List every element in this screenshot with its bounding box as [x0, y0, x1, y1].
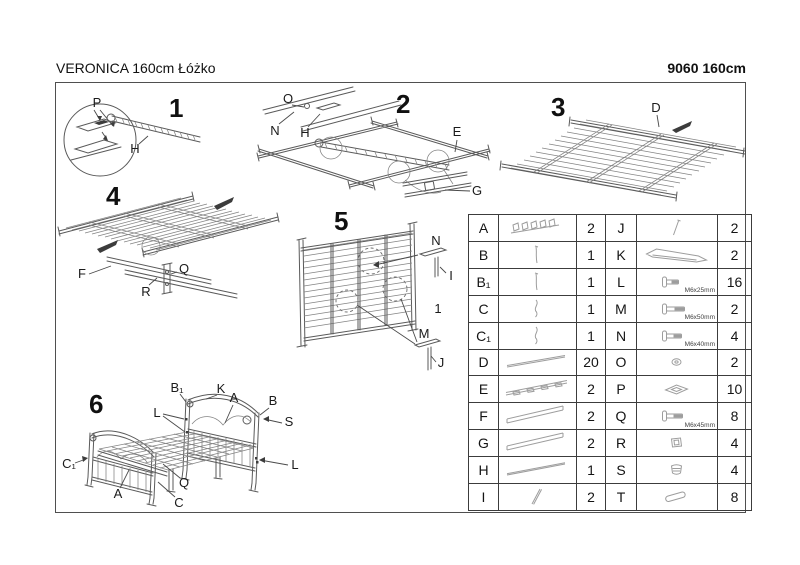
part-icon-cell: [499, 430, 577, 457]
bolt-size-note: M6x45mm: [684, 421, 715, 429]
table-row: [469, 457, 752, 484]
label-d-step3: D: [651, 100, 661, 115]
step-3-diagram: [500, 92, 745, 201]
part-icon-cell: [637, 457, 718, 484]
part-qty: 2: [577, 484, 606, 511]
table-row: [469, 430, 752, 457]
part-qty: 2: [718, 215, 752, 242]
table-row: [469, 241, 752, 268]
long-slat-icon: [499, 404, 576, 428]
label-p-step1: P: [92, 95, 102, 110]
label-r-step4: R: [141, 284, 151, 299]
slat-icon: [499, 350, 576, 374]
part-letter: D: [469, 349, 499, 376]
part-icon-cell: [637, 322, 718, 349]
label-k-step6: K: [216, 381, 226, 396]
s-curve-stick-icon: [499, 297, 576, 321]
part-icon-cell: [637, 268, 718, 295]
label-e-step2: E: [452, 124, 462, 139]
part-letter: H: [469, 457, 499, 484]
part-qty: 4: [718, 457, 752, 484]
part-icon-cell: [499, 268, 577, 295]
part-qty: 4: [718, 430, 752, 457]
plate-washer-icon: [637, 377, 717, 401]
part-icon-cell: [499, 241, 577, 268]
part-qty: 16: [718, 268, 752, 295]
part-letter: M: [606, 295, 637, 322]
parts-list: [468, 214, 752, 511]
part-qty: 2: [577, 430, 606, 457]
cap-icon: [637, 458, 717, 482]
part-qty: 2: [577, 376, 606, 403]
label-q-step4: Q: [178, 261, 190, 276]
part-qty: 1: [577, 241, 606, 268]
part-letter: C₁: [469, 322, 499, 349]
part-icon-cell: [637, 349, 718, 376]
part-qty: 2: [718, 241, 752, 268]
part-icon-cell: [499, 484, 577, 511]
part-letter: C: [469, 295, 499, 322]
part-letter: F: [469, 403, 499, 430]
label-c-step6: C: [174, 495, 184, 510]
part-qty: 1: [577, 268, 606, 295]
label-l1-step6: L: [153, 405, 161, 420]
part-icon-cell: [499, 403, 577, 430]
label-n-step5: N: [431, 233, 441, 248]
part-icon-cell: [499, 457, 577, 484]
label-g-step2: G: [471, 183, 483, 198]
thin-rail-icon: [499, 458, 576, 482]
part-letter: P: [606, 376, 637, 403]
label-f-step4: F: [78, 266, 86, 281]
diagram-frame: [55, 82, 746, 513]
washer-icon: [637, 350, 717, 374]
part-letter: J: [606, 215, 637, 242]
label-m-step5: M: [418, 326, 430, 341]
label-o-step2: O: [282, 91, 294, 106]
part-letter: T: [606, 484, 637, 511]
step-4-diagram: [58, 181, 279, 299]
part-qty: 20: [577, 349, 606, 376]
table-row: [469, 215, 752, 242]
part-letter: Q: [606, 403, 637, 430]
step-5-diagram: [297, 206, 453, 370]
label-h-step1: H: [130, 141, 140, 156]
table-row: [469, 484, 752, 511]
long-slat-icon: [499, 431, 576, 455]
part-letter: O: [606, 349, 637, 376]
part-icon-cell: [499, 349, 577, 376]
label-s-step6: S: [284, 414, 294, 429]
page-title: VERONICA 160cm Łóżko: [56, 60, 216, 76]
part-icon-cell: [499, 322, 577, 349]
table-row: [469, 268, 752, 295]
push-arrow-icon: [214, 197, 234, 210]
part-letter: A: [469, 215, 499, 242]
part-icon-cell: [499, 215, 577, 242]
bolt-size-note: M6x25mm: [684, 287, 715, 295]
label-b-step6: B: [268, 393, 278, 408]
part-icon-cell: [637, 403, 718, 430]
part-letter: I: [469, 484, 499, 511]
part-letter: B₁: [469, 268, 499, 295]
label-c1-step6: C₁: [62, 456, 76, 471]
part-icon-cell: [637, 215, 718, 242]
parts-table: [468, 214, 745, 511]
table-row: [469, 322, 752, 349]
short-pin-icon: [637, 216, 717, 240]
part-qty: 8: [718, 403, 752, 430]
product-code: 9060 160cm: [667, 60, 746, 76]
part-qty: 2: [577, 215, 606, 242]
bolt-size-note: M6x50mm: [684, 314, 715, 322]
part-qty: 2: [718, 349, 752, 376]
part-icon-cell: [499, 295, 577, 322]
square-nut-icon: [637, 431, 717, 455]
push-arrow-icon: [672, 121, 692, 133]
barrel-nut-icon: [637, 485, 717, 509]
label-l2-step6: L: [291, 457, 299, 472]
part-icon-cell: [637, 241, 718, 268]
part-qty: 10: [718, 376, 752, 403]
slat-strip-icon: [499, 216, 576, 240]
label-j-step5: J: [437, 355, 445, 370]
part-letter: S: [606, 457, 637, 484]
table-row: [469, 349, 752, 376]
part-letter: B: [469, 241, 499, 268]
part-qty: 8: [718, 484, 752, 511]
part-qty: 4: [718, 322, 752, 349]
label-a2-step6: A: [113, 486, 123, 501]
part-letter: E: [469, 376, 499, 403]
part-letter: N: [606, 322, 637, 349]
label-q-step6: Q: [178, 475, 190, 490]
part-icon-cell: [637, 295, 718, 322]
part-qty: 2: [718, 295, 752, 322]
label-count-step5: 1: [434, 301, 442, 316]
step-1-diagram: [64, 93, 200, 176]
table-row: [469, 403, 752, 430]
step-3-number: 3: [551, 92, 566, 122]
step-6-number: 6: [89, 389, 104, 419]
bracket-rail-icon: [499, 377, 576, 401]
step-2-diagram: [257, 87, 490, 198]
step-1-number: 1: [169, 93, 184, 123]
part-icon-cell: [499, 376, 577, 403]
bolt-size-note: M6x40mm: [684, 341, 715, 349]
tapered-rail-icon: [637, 243, 717, 267]
label-b1-step6: B₁: [170, 380, 184, 395]
part-letter: G: [469, 430, 499, 457]
part-letter: K: [606, 241, 637, 268]
push-arrow-icon: [97, 240, 118, 253]
step-6-diagram: [62, 380, 299, 510]
table-row: [469, 376, 752, 403]
table-row: [469, 295, 752, 322]
label-a1-step6: A: [229, 390, 239, 405]
step-5-number: 5: [334, 206, 349, 236]
label-n-step2: N: [270, 123, 280, 138]
short-rod-icon: [499, 485, 576, 509]
step-4-number: 4: [106, 181, 121, 211]
curved-stick-icon: [499, 243, 576, 267]
part-letter: L: [606, 268, 637, 295]
part-qty: 1: [577, 322, 606, 349]
part-qty: 2: [577, 403, 606, 430]
curved-stick-icon: [499, 270, 576, 294]
part-qty: 1: [577, 295, 606, 322]
step-2-number: 2: [396, 89, 411, 119]
part-letter: R: [606, 430, 637, 457]
label-h-step2: H: [300, 125, 310, 140]
part-icon-cell: [637, 484, 718, 511]
part-qty: 1: [577, 457, 606, 484]
label-i-step5: I: [449, 268, 453, 283]
part-icon-cell: [637, 376, 718, 403]
s-curve-stick-icon: [499, 324, 576, 348]
part-icon-cell: [637, 430, 718, 457]
